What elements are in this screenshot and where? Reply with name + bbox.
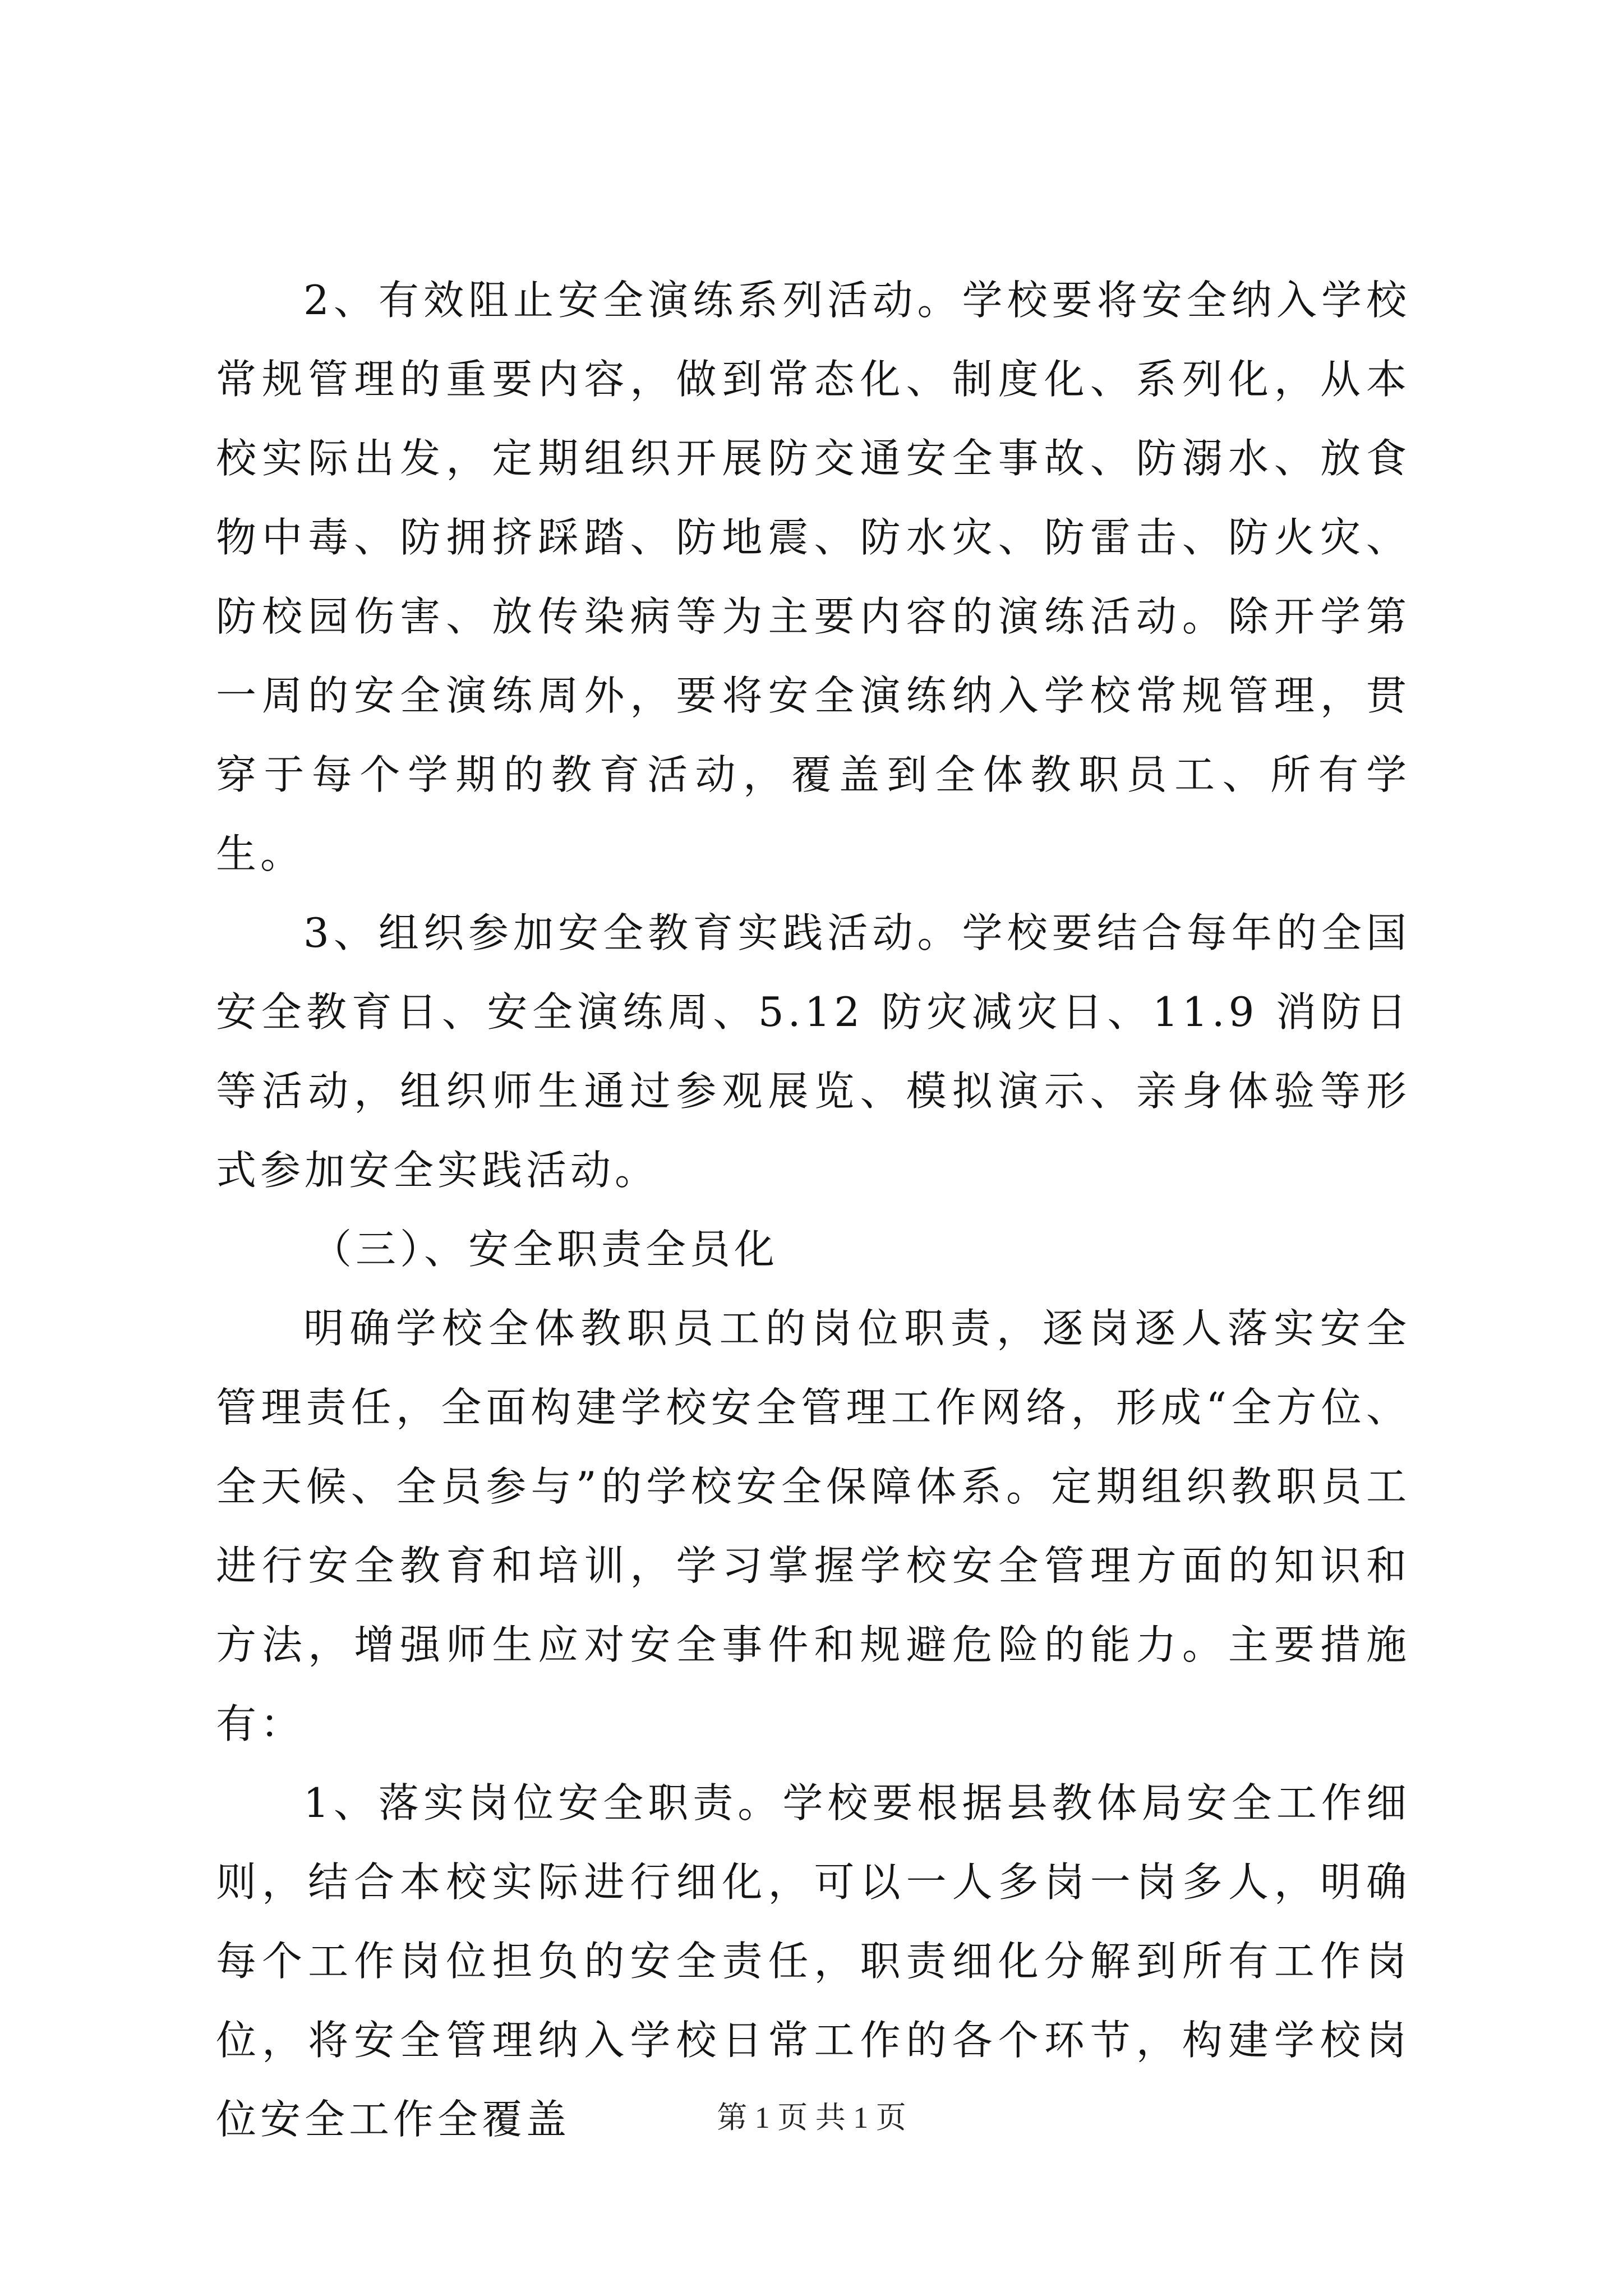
page-footer: 第 1 页 共 1 页 bbox=[717, 2101, 906, 2134]
document-body bbox=[216, 261, 1410, 2159]
paragraph-staff-responsibility: 明确学校全体教职员工的岗位职责，逐岗逐人落实安全管理责任，全面构建学校安全管理工作网络，形成“全方位、全天候、全员参与”的学校安全保障体系。定期组织教职员工进行安全教育和培训，学习掌握学校安全管理方面的知识和方法，增强师生应对安全事件和规避危险的能力。主要措施有： bbox=[216, 1305, 1410, 1747]
section-heading: （三）、安全职责全员化 bbox=[311, 1226, 779, 1273]
paragraph-post-duties: 1、落实岗位安全职责。学校要根据县教体局安全工作细则，结合本校实际进行细化，可以一人多岗一岗多人，明确每个工作岗位担负的安全责任，职责细化分解到所有工作岗位，将安全管理纳入学校日常工作的各个环节，构建学校岗位安全工作全覆盖 bbox=[216, 1779, 1410, 2143]
paragraph-practice-activities: 3、组织参加安全教育实践活动。学校要结合每年的全国安全教育日、安全演练周、5.12 防灾减灾日、11.9 消防日等活动，组织师生通过参观展览、模拟演示、亲身体验等形式参加安全实践活动。 bbox=[216, 909, 1410, 1194]
paragraph-drill-activities: 2、有效阻止安全演练系列活动。学校要将安全纳入学校常规管理的重要内容，做到常态化、制度化、系列化，从本校实际出发，定期组织开展防交通安全事故、防溺水、放食物中毒、防拥挤踩踏、防地震、防水灾、防雷击、防火灾、防校园伤害、放传染病等为主要内容的演练活动。除开学第一周的安全演练周外，要将安全演练纳入学校常规管理，贯穿于每个学期的教育活动，覆盖到全体教职员工、所有学生。 bbox=[216, 277, 1410, 877]
